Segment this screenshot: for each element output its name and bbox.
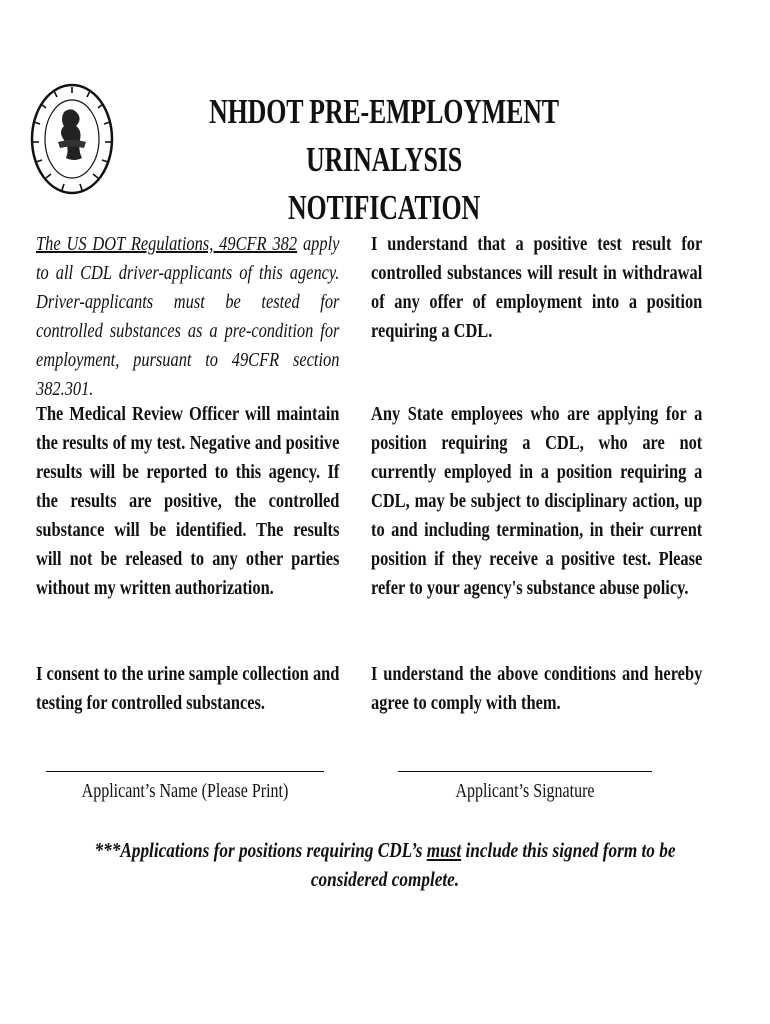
mro-paragraph: The Medical Review Officer will maintain the results of my test. Negative and positive results will be reported to this agency. If the results are positive, the controlled substance will be identified. The results will not be released to any other parties without my written authorization. (36, 403, 340, 599)
regulations-paragraph (36, 230, 339, 404)
footer-prefix: ***Applications for positions requiring CDL’s (94, 838, 427, 862)
applicant-name-label: Applicant’s Name (Please Print) (81, 780, 289, 802)
footer-suffix: include this signed form to be considered complete. (310, 838, 676, 891)
applicant-name-line[interactable] (46, 771, 324, 772)
applicant-signature-line[interactable] (398, 771, 652, 772)
footer-must: must (426, 838, 462, 862)
agreement-paragraph: I understand the above conditions and hereby agree to comply with them. (371, 663, 703, 714)
positive-result-paragraph: I understand that a positive test result for controlled substances will result in withdrawal of any offer of employment into a position requiring a CDL. (371, 233, 703, 342)
nh-dot-seal (30, 82, 114, 196)
consent-paragraph: I consent to the urine sample collection and testing for controlled substances. (36, 663, 340, 714)
footer-note (86, 836, 685, 894)
title-line-1: NHDOT PRE-EMPLOYMENT URINALYSIS (209, 92, 559, 179)
state-employees-paragraph: Any State employees who are applying for a position requiring a CDL, who are not currently employed in a position requiring a CDL, may be subject to disciplinary action, up to and including termination, in their current position if they receive a positive test. Please refer to your agency's substance abuse policy. (371, 403, 703, 599)
title-line-2: NOTIFICATION (287, 188, 481, 227)
regulations-reference: The US DOT Regulations, 49CFR 382 (36, 233, 298, 255)
document-title (190, 88, 578, 232)
regulations-text: apply to all CDL driver-applicants of this agency. Driver-applicants must be tested for controlled substances as a pre-condition for employment, pursuant to 49CFR section 382.301. (36, 233, 340, 400)
applicant-signature-label: Applicant’s Signature (455, 780, 595, 802)
